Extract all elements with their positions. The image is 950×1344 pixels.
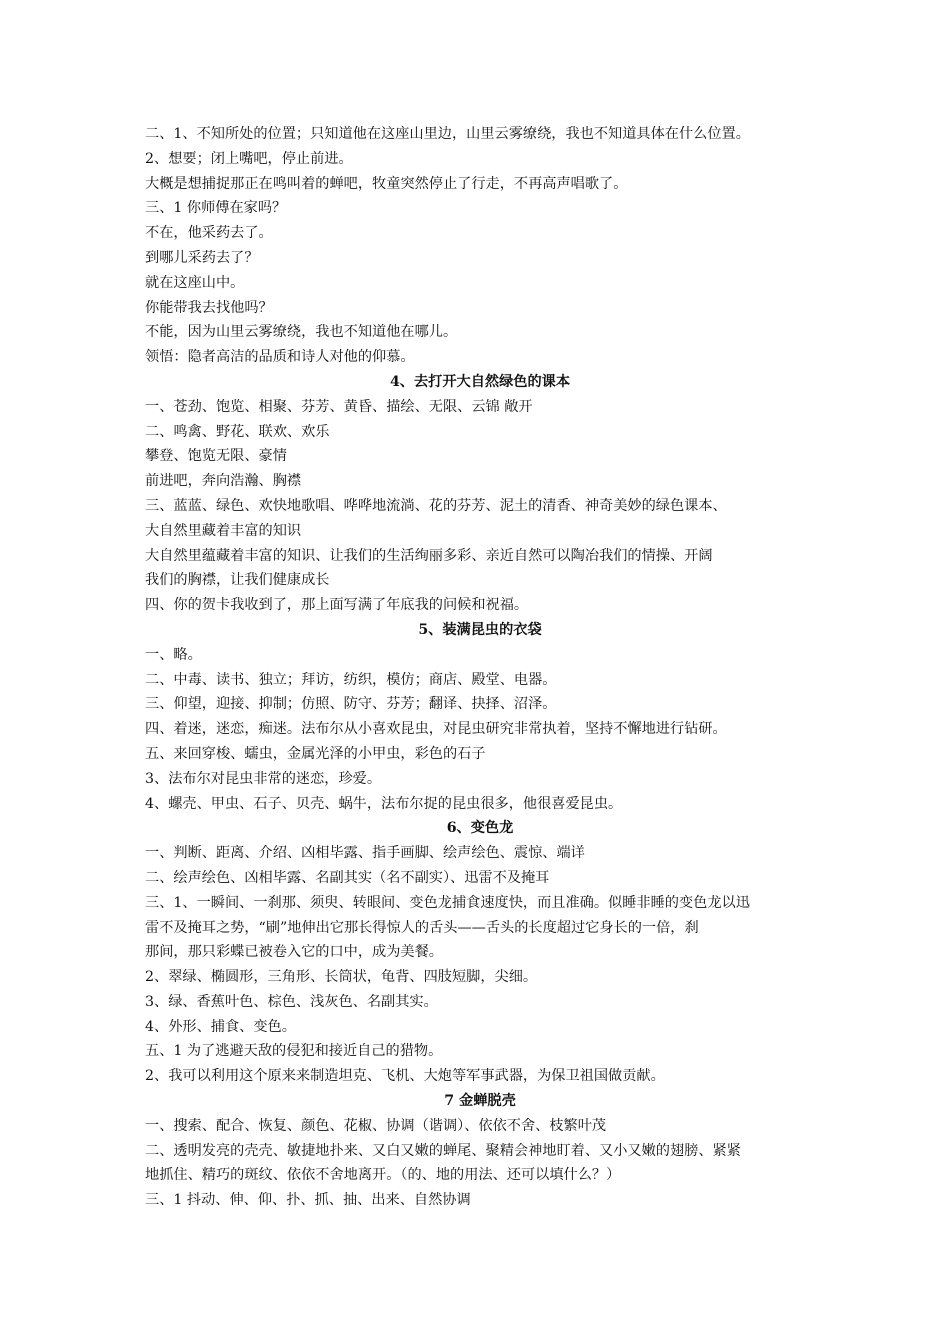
section-heading: 6、变色龙 xyxy=(446,820,514,837)
text-line: 大自然里藏着丰富的知识 xyxy=(145,522,302,539)
text-line: 四、着迷，迷恋，痴迷。法布尔从小喜欢昆虫，对昆虫研究非常执着，坚持不懈地进行钻研。 xyxy=(145,721,727,738)
text-line: 前进吧，奔向浩瀚、胸襟 xyxy=(145,473,302,490)
text-line: 攀登、饱览无限、豪情 xyxy=(145,448,287,465)
text-line: 一、判断、距离、介绍、凶相毕露、指手画脚、绘声绘色、震惊、端详 xyxy=(145,845,585,862)
text-line: 3、绿、香蕉叶色、棕色、浅灰色、名副其实。 xyxy=(145,993,438,1010)
text-line: 2、我可以利用这个原来来制造坦克、飞机、大炮等军事武器，为保卫祖国做贡献。 xyxy=(145,1068,665,1085)
text-line: 到哪儿采药去了？ xyxy=(145,249,259,266)
text-line: 2、翠绿、椭圆形，三角形、长筒状，龟背、四肢短脚，尖细。 xyxy=(145,969,538,986)
text-line: 大概是想捕捉那正在鸣叫着的蝉吧，牧童突然停止了行走，不再高声唱歌了。 xyxy=(145,175,628,192)
text-line: 不在，他采药去了。 xyxy=(145,225,273,242)
text-line: 三、1、一瞬间、一刹那、须臾、转眼间、变色龙捕食速度快，而且准确。似睡非睡的变色龙以迅 xyxy=(145,894,750,911)
text-line: 二、1、不知所处的位置；只知道他在这座山里边，山里云雾缭绕，我也不知道具体在什么位置。 xyxy=(145,126,750,142)
text-line: 三、1 抖动、伸、仰、扑、抓、抽、出来、自然协调 xyxy=(145,1192,471,1209)
text-line: 三、蓝蓝、绿色、欢快地歌唱、哗哗地流淌、花的芬芳、泥土的清香、神奇美妙的绿色课本、 xyxy=(145,497,727,514)
text-line: 一、略。 xyxy=(145,646,202,663)
section-heading: 5、装满昆虫的衣袋 xyxy=(418,621,542,638)
document-page xyxy=(145,122,815,1213)
text-line: 雷不及掩耳之势，“刷”地伸出它那长得惊人的舌头——舌头的长度超过它身长的一倍，刹 xyxy=(145,919,699,936)
text-line: 三、1 你师傅在家吗？ xyxy=(145,200,287,217)
text-line: 四、你的贺卡我收到了，那上面写满了年底我的问候和祝福。 xyxy=(145,597,529,614)
text-line: 五、来回穿梭、蠕虫，金属光泽的小甲虫，彩色的石子 xyxy=(145,745,486,762)
text-line: 3、法布尔对昆虫非常的迷恋，珍爱。 xyxy=(145,770,382,787)
text-line: 二、透明发亮的壳壳、敏捷地扑来、又白又嫩的蝉尾、聚精会神地盯着、又小又嫩的翅膀、紧紧 xyxy=(145,1142,741,1159)
text-line: 二、中毒、读书、独立；拜访，纺织，模仿；商店、殿堂、电器。 xyxy=(145,671,557,688)
text-line: 就在这座山中。 xyxy=(145,274,245,291)
section-heading: 4、去打开大自然绿色的课本 xyxy=(389,373,571,390)
text-line: 我们的胸襟，让我们健康成长 xyxy=(145,572,330,589)
text-line: 地抓住、精巧的斑纹、依依不舍地离开。（的、地的用法、还可以填什么？） xyxy=(145,1167,621,1184)
text-line: 4、外形、捕食、变色。 xyxy=(145,1018,296,1035)
text-line: 领悟：隐者高洁的品质和诗人对他的仰慕。 xyxy=(145,349,415,366)
text-line: 你能带我去找他吗？ xyxy=(145,299,273,316)
text-line: 一、苍劲、饱览、相聚、芬芳、黄昏、描绘、无限、云锦 敞开 xyxy=(145,398,533,415)
text-line: 那间，那只彩蝶已被卷入它的口中，成为美餐。 xyxy=(145,944,443,961)
text-line: 大自然里蕴藏着丰富的知识、让我们的生活绚丽多彩、亲近自然可以陶冶我们的情操、开阔 xyxy=(145,547,713,564)
text-line: 二、鸣禽、野花、联欢、欢乐 xyxy=(145,423,330,440)
text-line: 五、1 为了逃避天敌的侵犯和接近自己的猎物。 xyxy=(145,1043,443,1060)
text-line: 三、仰望，迎接、抑制；仿照、防守、芬芳；翻译、抉择、沼泽。 xyxy=(145,696,557,713)
text-line: 不能，因为山里云雾缭绕，我也不知道他在哪儿。 xyxy=(145,324,458,341)
text-line: 4、螺壳、甲虫、石子、贝壳、蜗牛，法布尔捉的昆虫很多，他很喜爱昆虫。 xyxy=(145,795,623,812)
text-line: 二、绘声绘色、凶相毕露、名副其实（名不副实）、迅雷不及掩耳 xyxy=(145,869,550,886)
section-heading: 7 金蝉脱壳 xyxy=(444,1093,516,1110)
text-line: 2、想要；闭上嘴吧，停止前进。 xyxy=(145,150,353,167)
text-line: 一、搜索、配合、恢复、颜色、花椒、协调（谐调）、依依不舍、枝繁叶茂 xyxy=(145,1117,607,1134)
